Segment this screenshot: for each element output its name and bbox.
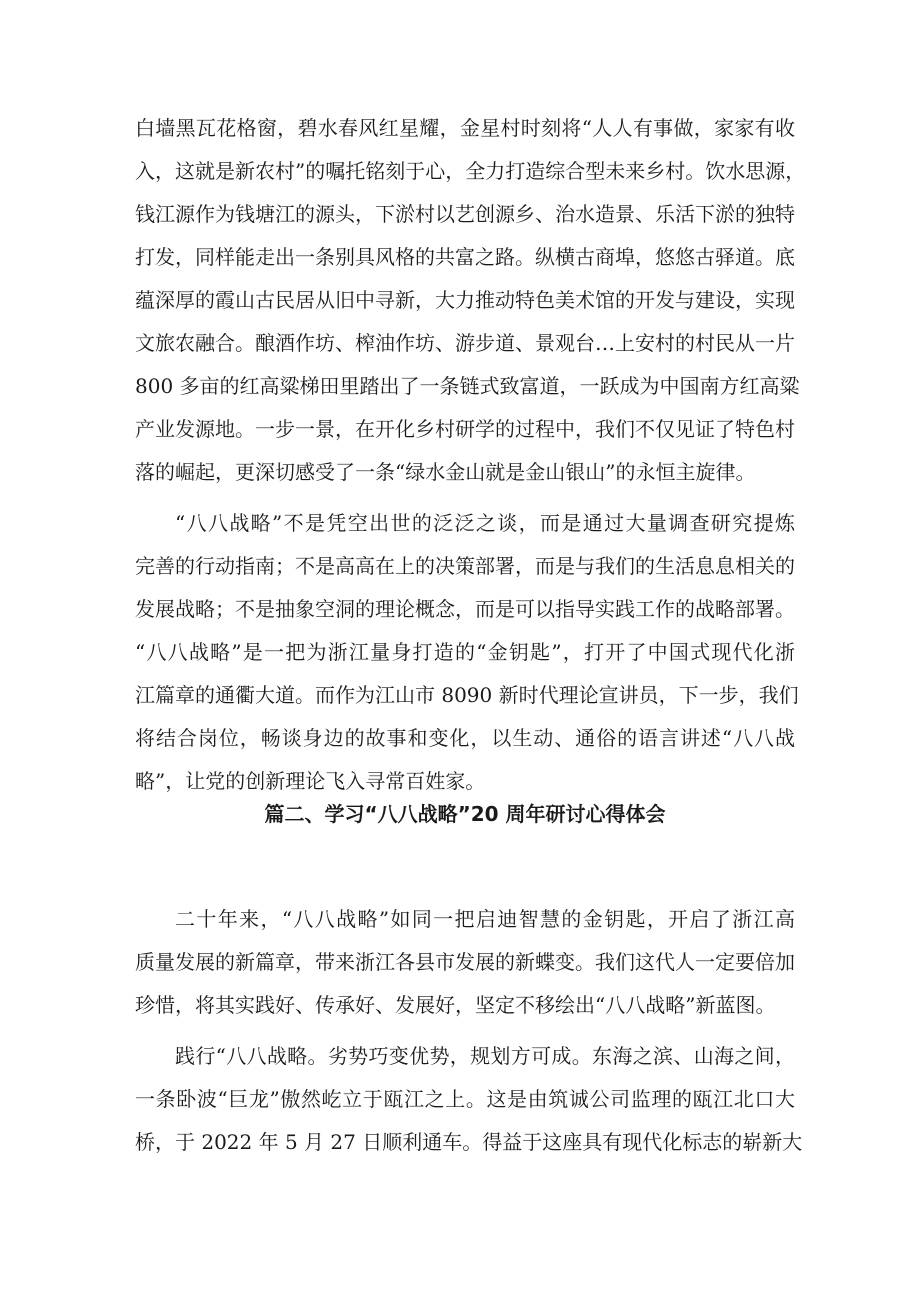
body-text-line: 桥，于 2022 年 5 月 27 日顺利通车。得益于这座具有现代化标志的崭新大 (135, 1130, 803, 1154)
body-text-line: 一条卧波“巨龙”傲然屹立于瓯江之上。这是由筑诚公司监理的瓯江北口大 (135, 1087, 795, 1111)
body-text-line: 入，这就是新农村”的嘱托铭刻于心，全力打造综合型未来乡村。饮水思源， (135, 159, 806, 183)
body-text-line: 完善的行动指南；不是高高在上的决策部署，而是与我们的生活息息相关的 (135, 554, 795, 578)
body-text-line: 二十年来，“八八战略”如同一把启迪智慧的金钥匙，开启了浙江高 (175, 907, 795, 931)
body-text-line: 白墙黑瓦花格窗，碧水春风红星耀，金星村时刻将“人人有事做，家家有收 (135, 116, 795, 140)
body-text-line: “八八战略”不是凭空出世的泛泛之谈，而是通过大量调查研究提炼 (175, 511, 795, 535)
body-text-line: 产业发源地。一步一景，在开化乡村研学的过程中，我们不仅见证了特色村 (135, 417, 795, 441)
body-text-line: 蕴深厚的霞山古民居从旧中寻新，大力推动特色美术馆的开发与建设，实现 (135, 288, 795, 312)
body-text-line: 钱江源作为钱塘江的源头，下淤村以艺创源乡、治水造景、乐活下淤的独特 (135, 202, 795, 226)
body-text-line: 落的崛起，更深切感受了一条“绿水金山就是金山银山”的永恒主旋律。 (135, 460, 756, 484)
body-text-line: 珍惜，将其实践好、传承好、发展好，坚定不移绘出“八八战略”新蓝图。 (135, 993, 776, 1017)
body-text-line: 质量发展的新篇章，带来浙江各县市发展的新蝶变。我们这代人一定要倍加 (135, 950, 795, 974)
body-text-line: 践行“八八战略。劣势巧变优势，规划方可成。东海之滨、山海之间， (175, 1044, 795, 1068)
body-text-line: 略”，让党的创新理论飞入寻常百姓家。 (135, 769, 486, 793)
body-text-line: 江篇章的通衢大道。而作为江山市 8090 新时代理论宣讲员，下一步，我们 (135, 683, 799, 707)
body-text-line: “八八战略”是一把为浙江量身打造的“金钥匙”，打开了中国式现代化浙 (135, 640, 795, 664)
body-text-line: 800 多亩的红高粱梯田里踏出了一条链式致富道，一跃成为中国南方红高粱 (135, 374, 800, 398)
body-text-line: 文旅农融合。酿酒作坊、榨油作坊、游步道、景观台…上安村的村民从一片 (135, 331, 795, 355)
body-text-line: 将结合岗位，畅谈身边的故事和变化，以生动、通俗的语言讲述“八八战 (135, 726, 795, 750)
body-text-line: 打发，同样能走出一条别具风格的共富之路。纵横古商埠，悠悠古驿道。底 (135, 245, 795, 269)
body-text-line: 发展战略；不是抽象空洞的理论概念，而是可以指导实践工作的战略部署。 (135, 597, 795, 621)
section-heading: 篇二、学习“八八战略”20 周年研讨心得体会 (264, 802, 666, 826)
